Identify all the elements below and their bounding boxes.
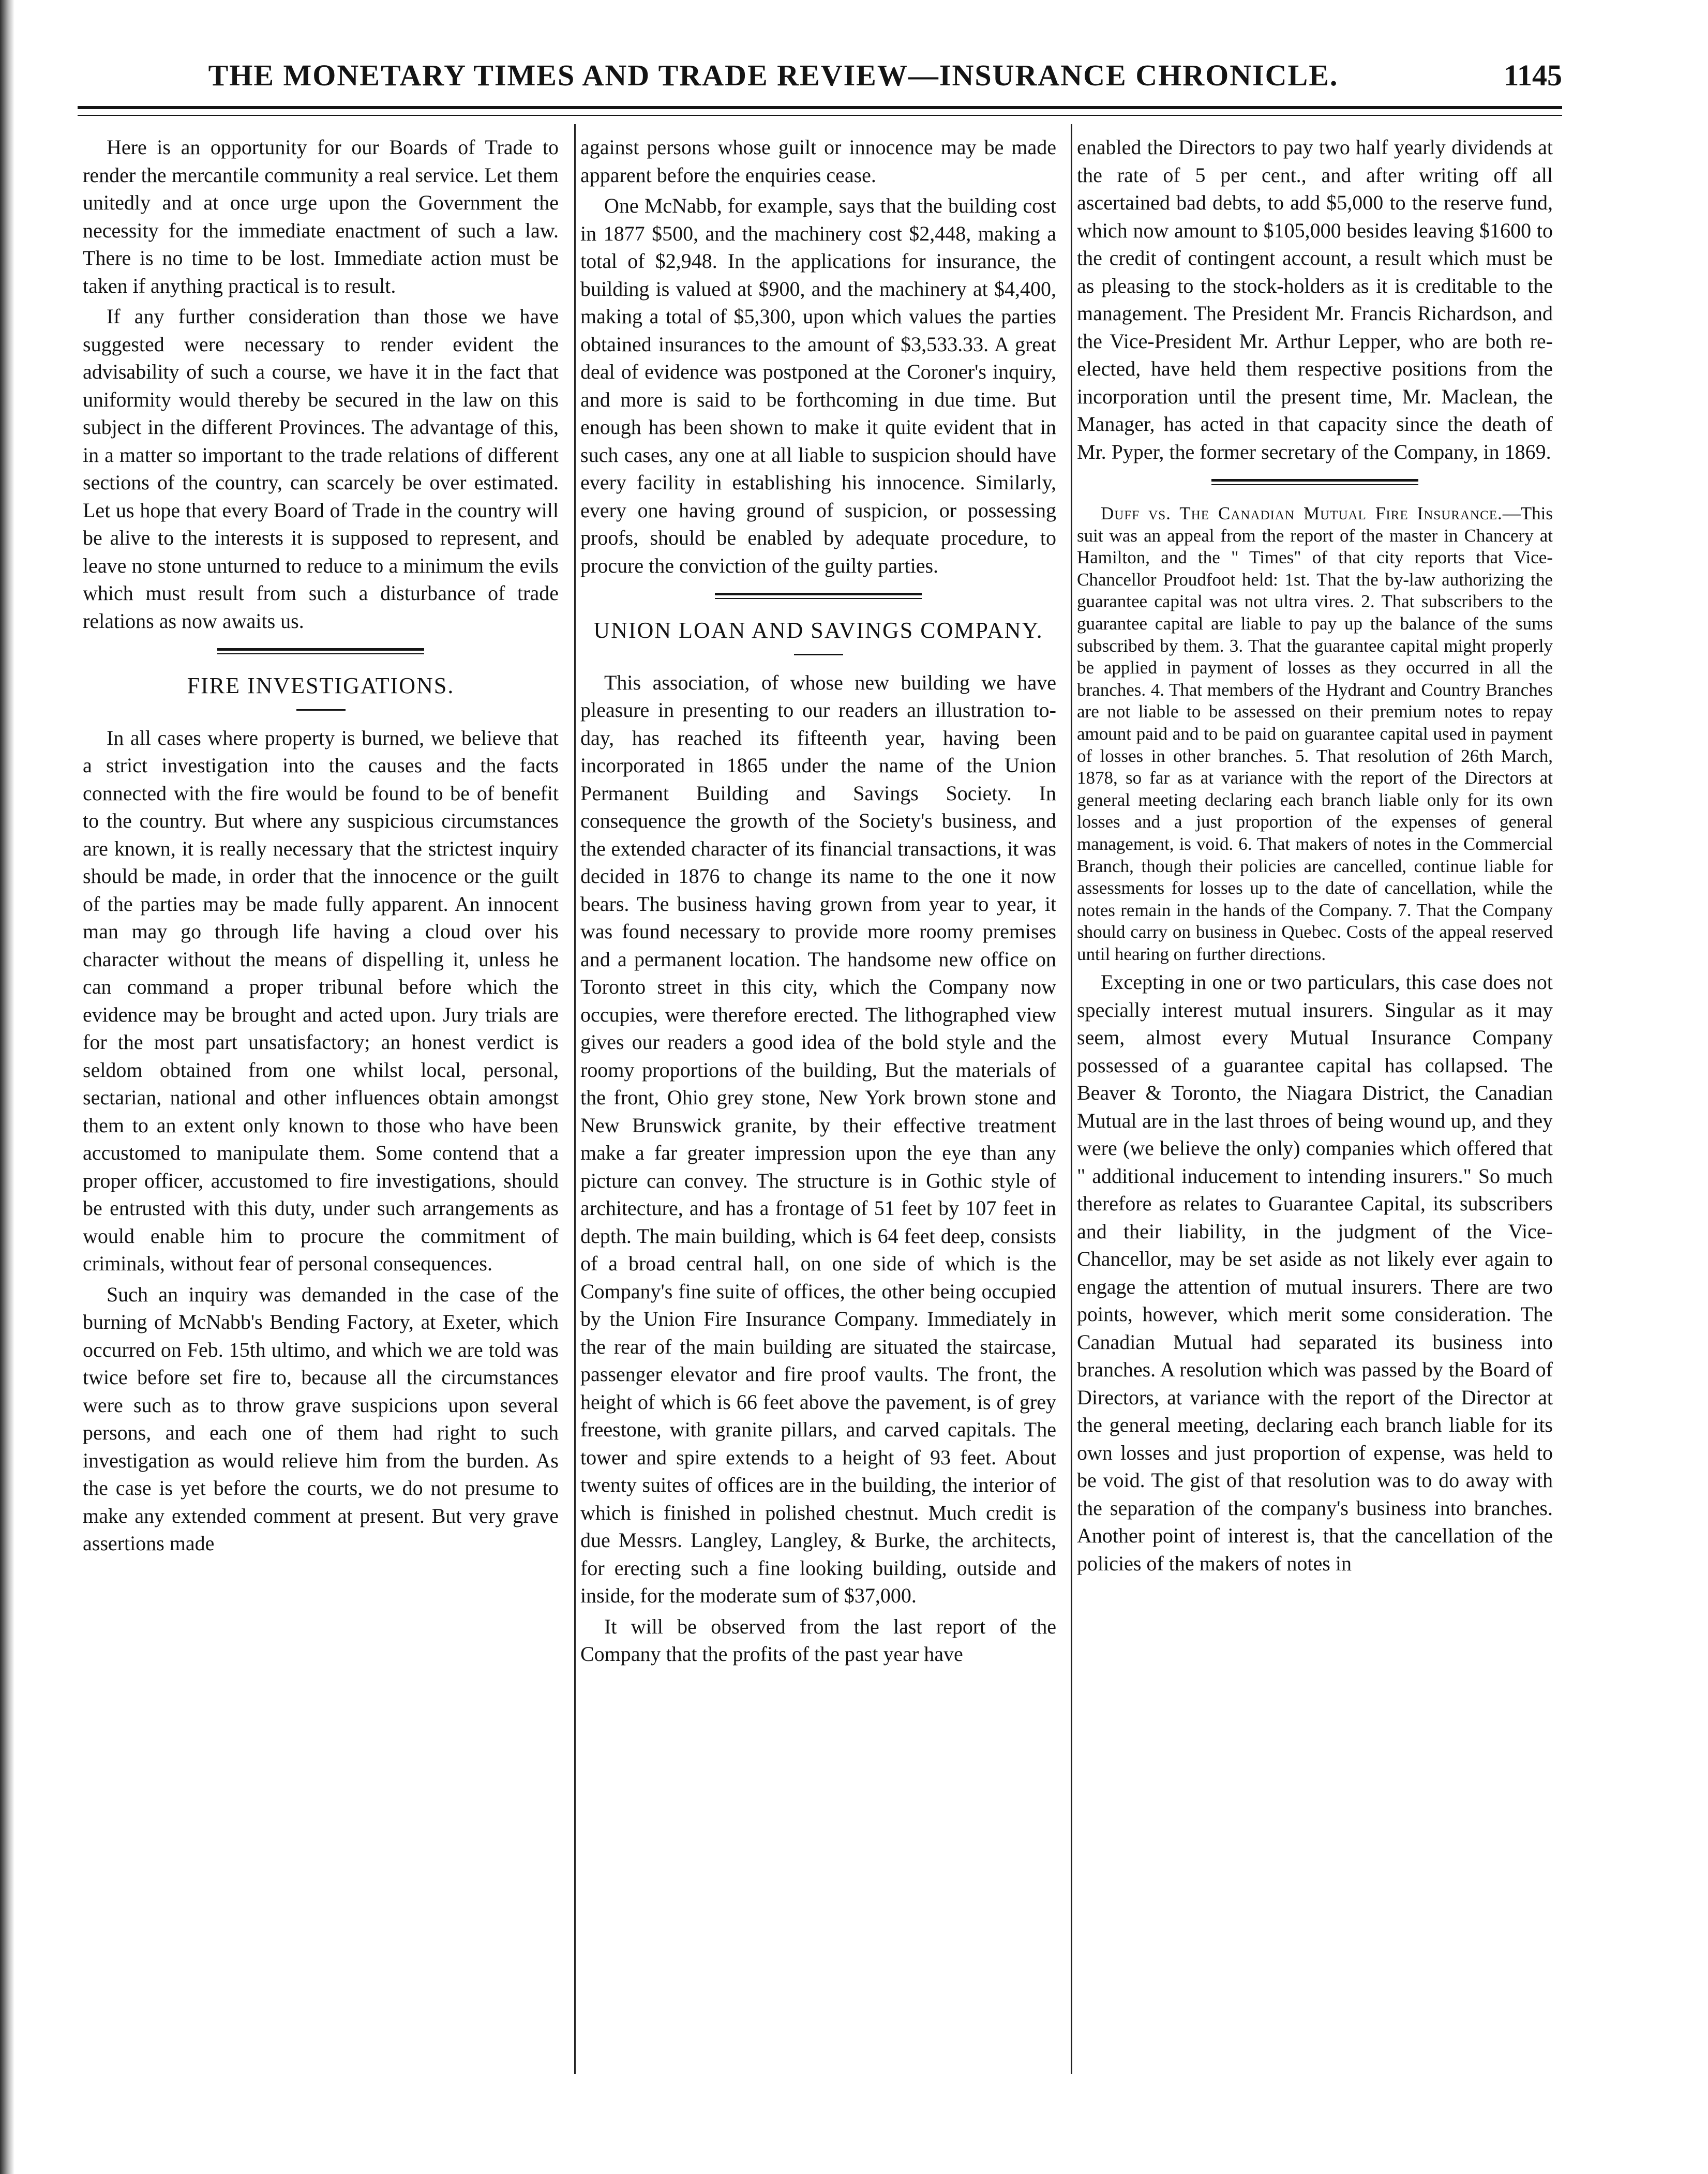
column-3 (1077, 133, 1553, 2073)
paragraph: In all cases where property is burned, we believe that a strict investigation into the causes and the facts connected with the fire would be found to be of benefit to the country. But where any suspicious circumstances are known, it is really necessary that the strictest inquiry should be made, in order that the innocence or the guilt of the parties may be made fully apparent. An innocent man may go through life having a cloud over his character without the means of dispelling it, unless he can command a proper tribunal before which the evidence may be brought and acted upon. Jury trials are for the most part unsatisfactory; an honest verdict is seldom obtained from one whilst local, personal, sectarian, national and other influences obtain amongst them to an extent only known to those who have been accustomed to manipulate them. Some contend that a proper officer, accustomed to fire investigations, should be entrusted with this duty, under such arrangements as would enable him to procure the commitment of criminals, without fear of personal consequences. (83, 726, 559, 1275)
paragraph: It will be observed from the last report of the Company that the profits of the past year have (580, 1614, 1056, 1666)
page-header (78, 58, 1562, 99)
section-divider (217, 648, 424, 654)
heading-underline (296, 709, 346, 711)
case-text: —This suit was an appeal from the report of the master in Chancery at Hamilton, and the " Times" of that city reports that Vice-Chancellor Proudfoot held: 1st. That the by-law authorizing the guarantee capital was not ultra vires. 2. That subscribers to the guarantee capital are liable to pay up the balance of the sums subscribed by them. 3. That the guarantee capital might properly be applied in payment of losses as they occurred in all the branches. 4. That members of the Hydrant and Country Branches are not liable to be assessed on their premium notes to repay amount paid and to be paid on guarantee capital used in payment of losses in other branches. 5. That resolution of 26th March, 1878, so far as at variance with the report of the Directors at general meeting declaring each branch liable only for its own losses and a just proportion of the expenses of general management, is void. 6. That makers of notes in the Commercial Branch, though their policies are cancelled, continue liable for assessments for losses up to the date of cancellation, while the notes remain in the hands of the Company. 7. That the Company should carry on business in Quebec. Costs of the appeal reserved until hearing on further directions. (1077, 503, 1553, 964)
section-divider (715, 593, 922, 599)
column-2 (580, 133, 1056, 2073)
column-divider-2 (1071, 124, 1072, 2074)
column-1 (83, 133, 559, 2073)
case-title: Duff vs. The Canadian Mutual Fire Insurance. (1101, 503, 1503, 523)
page-binding-edge (0, 0, 14, 2174)
header-rule-thick (78, 106, 1562, 109)
paragraph: One McNabb, for example, says that the building cost in 1877 $500, and the machinery cost $2,448, making a total of $2,948. In the applications for insurance, the building is valued at $900, and the machinery at $4,400, making a total of $5,300, upon which values the parties obtained insurances to the amount of $3,533.33. A great deal of evidence was postponed at the Coroner's inquiry, and more is said to be forthcoming in due time. But enough has been shown to make it quite evident that in such cases, any one at all liable to suspicion should have every facility in establishing his innocence. Similarly, every one having ground of suspicion, or possessing proofs, should be enabled by adequate procedure, to procure the conviction of the guilty parties. (580, 194, 1056, 577)
masthead-title: THE MONETARY TIMES AND TRADE REVIEW—INSURANCE CHRONICLE. (208, 58, 1339, 92)
case-report (1077, 503, 1553, 965)
column-divider-1 (574, 124, 576, 2074)
paragraph: against persons whose guilt or innocence may be made apparent before the enquiries cease. (580, 136, 1056, 187)
paragraph: Such an inquiry was demanded in the case of the burning of McNabb's Bending Factory, at Exeter, which occurred on Feb. 15th ultimo, and which we are told was twice before set fire to, because all the circumstances were such as to throw grave suspicions upon several persons, and each one of them had right to such investigation as would relieve him from the burden. As the case is yet before the courts, we do not presume to make any extended comment at present. But very grave assertions made (83, 1282, 559, 1555)
page-number: 1145 (1504, 58, 1562, 92)
section-heading-union-loan: UNION LOAN AND SAVINGS COMPANY. (593, 618, 1043, 643)
paragraph: enabled the Directors to pay two half yearly dividends at the rate of 5 per cent., and after writing off all ascertained bad debts, to add $5,000 to the reserve fund, which now amount to $105,000 besides leaving $1600 to the credit of contingent account, a result which must be as pleasing to the stock-holders as it is creditable to the management. The President Mr. Francis Richardson, and the Vice-President Mr. Arthur Lepper, who are both re-elected, have held them respective positions from the incorporation until the present time, Mr. Maclean, the Manager, has acted in that capacity since the death of Mr. Pyper, the former secretary of the Company, in 1869. (1077, 136, 1553, 463)
section-heading-fire-investigations: FIRE INVESTIGATIONS. (187, 673, 455, 698)
heading-underline (794, 654, 843, 655)
paragraph: This association, of whose new building we have pleasure in presenting to our readers an illustration to-day, has reached its fifteenth year, having been incorporated in 1865 under the name of the Union Permanent Building and Savings Society. In consequence the growth of the Society's business, and the extended character of its financial transactions, it was decided in 1876 to change its name to the one it now bears. The business having grown from year to year, it was found necessary to provide more roomy premises and a permanent location. The handsome new office on Toronto street in this city, which the Company now occupies, were therefore erected. The lithographed view gives our readers a good idea of the bold style and the roomy proportions of the building, But the materials of the front, Ohio grey stone, New York brown stone and New Brunswick granite, by their effective treatment make a far greater impression upon the eye than any picture can convey. The structure is in Gothic style of architecture, and has a frontage of 51 feet by 107 feet in depth. The main building, which is 64 feet deep, consists of a broad central hall, on one side of which is the Company's fine suite of offices, the other being occupied by the Union Fire Insurance Company. Immediately in the rear of the main building are situated the staircase, passenger elevator and fire proof vaults. The front, the height of which is 66 feet above the pavement, is of grey freestone, with granite pillars, and carved capitals. The tower and spire extends to a height of 93 feet. About twenty suites of offices are in the building, the interior of which is finished in polished chestnut. Much credit is due Messrs. Langley, Langley, & Burke, the architects, for erecting such a fine looking building, outside and inside, for the moderate sum of $37,000. (580, 670, 1056, 1607)
header-rule-thin (78, 115, 1562, 116)
paragraph: Excepting in one or two particulars, this case does not specially interest mutual insurers. Singular as it may seem, almost every Mutual Insurance Company possessed of a guarantee capital has collapsed. The Beaver & Toronto, the Niagara District, the Canadian Mutual are in the last throes of being wound up, and they were (we believe the only) companies which offered that " additional inducement to intending insurers." So much therefore as relates to Guarantee Capital, its subscribers and their liability, in the judgment of the Vice-Chancellor, may be set aside as not likely ever again to engage the attention of mutual insurers. There are two points, however, which merit some consideration. The Canadian Mutual had separated its business into branches. A resolution which was passed by the Board of Directors, at variance with the report of the Director at the general meeting, declaring each branch liable for its own losses and just proportion of expense, was held to be void. The gist of that resolution was to do away with the separation of the company's business into branches. Another point of interest is, that the cancellation of the policies of the makers of notes in (1077, 970, 1553, 1575)
section-divider (1211, 479, 1418, 485)
paragraph: If any further consideration than those we have suggested were necessary to render evident the advisability of such a course, we have it in the fact that uniformity would thereby be secured in the law on this subject in the different Provinces. The advantage of this, in a matter so important to the trade relations of different sections of the country, can scarcely be over estimated. Let us hope that every Board of Trade in the country will be alive to the interests it is supposed to represent, and leave no stone unturned to reduce to a minimum the evils which must result from such a disturbance of trade relations as now awaits us. (83, 305, 559, 633)
paragraph: Here is an opportunity for our Boards of Trade to render the mercantile community a real service. Let them unitedly and at once urge upon the Government the necessity for the immediate enactment of such a law. There is no time to be lost. Immediate action must be taken if anything practical is to result. (83, 136, 559, 297)
